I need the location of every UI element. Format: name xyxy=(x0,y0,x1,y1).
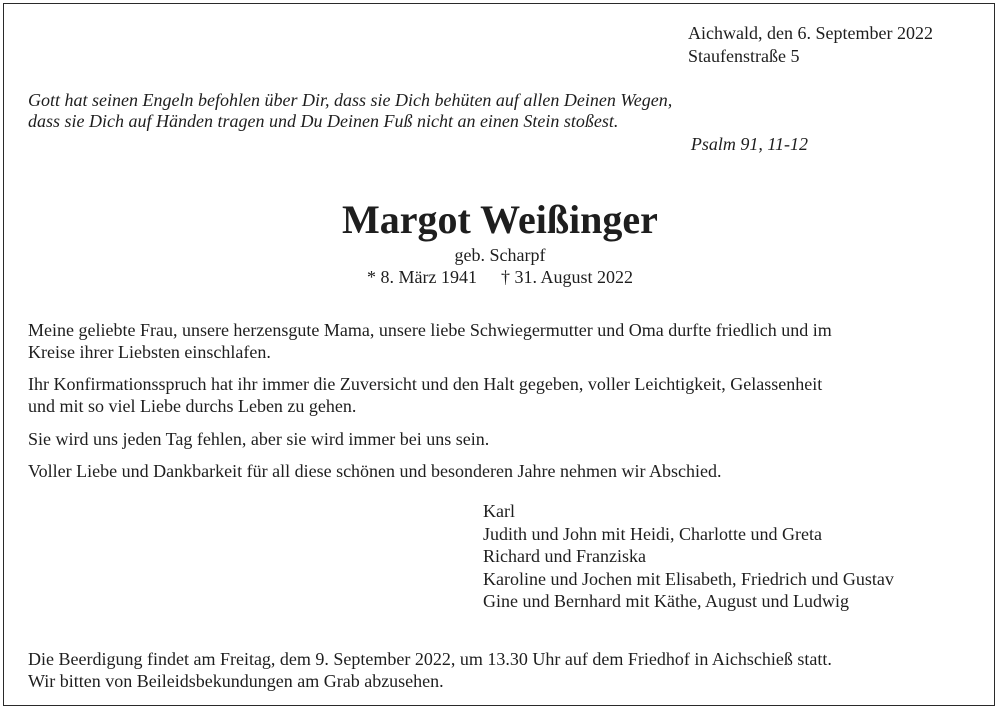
funeral-notice xyxy=(28,648,832,692)
paragraph-4 xyxy=(28,460,721,482)
signer-line: Karoline und Jochen mit Elisabeth, Friedrich und Gustav xyxy=(483,568,894,589)
paragraph-line: und mit so viel Liebe durchs Leben zu gehen. xyxy=(28,396,357,416)
birth-date: * 8. März 1941 xyxy=(367,267,477,287)
header-block xyxy=(688,22,933,68)
funeral-line: Wir bitten von Beileidsbekundungen am Grab abzusehen. xyxy=(28,671,444,691)
paragraph-line: Ihr Konfirmationsspruch hat ihr immer die Zuversicht und den Halt gegeben, voller Leichtigkeit, Gelassenheit xyxy=(28,374,823,394)
signer-line: Richard und Franziska xyxy=(483,546,646,566)
signer-line: Judith und John mit Heidi, Charlotte und Greta xyxy=(483,523,822,544)
paragraph-line: Kreise ihrer Liebsten einschlafen. xyxy=(28,342,271,362)
funeral-line: Die Beerdigung findet am Freitag, dem 9. September 2022, um 13.30 Uhr auf dem Friedhof in Aichschieß statt. xyxy=(28,649,832,669)
address: Staufenstraße 5 xyxy=(688,46,800,66)
paragraph-1 xyxy=(28,319,832,363)
paragraph-line: Sie wird uns jeden Tag fehlen, aber sie wird immer bei uns sein. xyxy=(28,429,490,449)
signer-line: Karl xyxy=(483,501,515,521)
life-dates xyxy=(0,266,1000,288)
birth-name: geb. Scharpf xyxy=(454,245,546,265)
deceased-name: Margot Weißinger xyxy=(342,197,658,242)
paragraph-line: Voller Liebe und Dankbarkeit für all diese schönen und besonderen Jahre nehmen wir Abschied. xyxy=(28,461,722,481)
death-date: † 31. August 2022 xyxy=(500,267,633,287)
paragraph-line: Meine geliebte Frau, unsere herzensgute Mama, unsere liebe Schwiegermutter und Oma durfte friedlich und im xyxy=(28,320,832,340)
signers-list xyxy=(483,500,894,613)
bible-verse xyxy=(28,89,672,131)
verse-line-2: dass sie Dich auf Händen tragen und Du Deinen Fuß nicht an einen Stein stoßest. xyxy=(28,111,619,131)
signer-line: Gine und Bernhard mit Käthe, August und Ludwig xyxy=(483,591,849,611)
place-date: Aichwald, den 6. September 2022 xyxy=(688,23,933,43)
paragraph-3 xyxy=(28,428,489,450)
verse-reference: Psalm 91, 11-12 xyxy=(690,134,808,154)
verse-line-1: Gott hat seinen Engeln befohlen über Dir, dass sie Dich behüten auf allen Deinen Wegen, xyxy=(28,90,673,110)
paragraph-2 xyxy=(28,373,822,417)
